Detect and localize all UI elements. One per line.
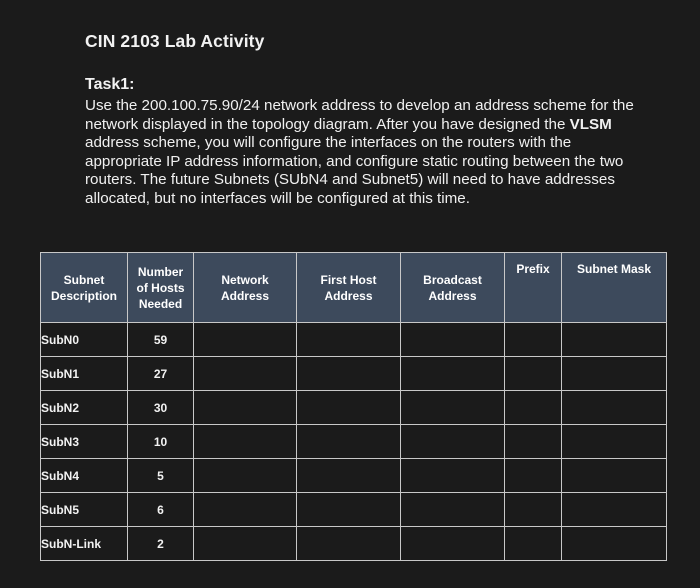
- first-host-address-cell: [297, 357, 401, 391]
- network-address-cell: [194, 493, 297, 527]
- subnet-mask-cell: [562, 323, 667, 357]
- table-row: [41, 357, 667, 391]
- first-host-address-cell: [297, 527, 401, 561]
- header-network-address: [194, 253, 297, 323]
- prefix-cell: [505, 357, 562, 391]
- network-address-cell: [194, 527, 297, 561]
- task-text-part-1: Use the 200.100.75.90/24 network address to develop an address scheme for the network displayed in the topology diagram. After you have designed the: [85, 97, 634, 133]
- subnet-mask-cell: [562, 493, 667, 527]
- hosts-needed-cell: 6: [128, 493, 194, 527]
- page-title: CIN 2103 Lab Activity: [85, 31, 265, 51]
- subnet-mask-cell: [562, 527, 667, 561]
- subnet-description-cell: SubN4: [41, 459, 128, 493]
- broadcast-address-cell: [401, 493, 505, 527]
- table-row: [41, 425, 667, 459]
- header-line: of Hosts: [136, 280, 185, 295]
- prefix-cell: [505, 323, 562, 357]
- task-text-bold: VLSM: [569, 115, 612, 133]
- network-address-cell: [194, 425, 297, 459]
- prefix-cell: [505, 527, 562, 561]
- hosts-needed-cell: 10: [128, 425, 194, 459]
- subnet-description-cell: SubN0: [41, 323, 128, 357]
- broadcast-address-cell: [401, 527, 505, 561]
- header-line: First Host: [320, 272, 377, 287]
- broadcast-address-cell: [401, 323, 505, 357]
- hosts-needed-cell: 5: [128, 459, 194, 493]
- first-host-address-cell: [297, 493, 401, 527]
- header-line: Address: [220, 288, 270, 303]
- network-address-cell: [194, 323, 297, 357]
- first-host-address-cell: [297, 391, 401, 425]
- network-address-cell: [194, 357, 297, 391]
- broadcast-address-cell: [401, 425, 505, 459]
- subnet-table: [40, 252, 667, 561]
- subnet-description-cell: SubN-Link: [41, 527, 128, 561]
- subnet-mask-cell: [562, 425, 667, 459]
- network-address-cell: [194, 459, 297, 493]
- first-host-address-cell: [297, 323, 401, 357]
- table-row: [41, 493, 667, 527]
- header-line: Network: [221, 272, 269, 287]
- first-host-address-cell: [297, 459, 401, 493]
- header-line: Description: [50, 288, 117, 303]
- prefix-cell: [505, 493, 562, 527]
- header-line: Address: [428, 288, 477, 303]
- header-subnet-description: [41, 253, 128, 323]
- header-line: Number: [137, 264, 184, 279]
- prefix-cell: [505, 425, 562, 459]
- header-hosts-needed: [128, 253, 194, 323]
- subnet-mask-cell: [562, 391, 667, 425]
- prefix-cell: [505, 391, 562, 425]
- first-host-address-cell: [297, 425, 401, 459]
- broadcast-address-cell: [401, 357, 505, 391]
- broadcast-address-cell: [401, 391, 505, 425]
- header-first-host-address: [297, 253, 401, 323]
- table-body: [41, 323, 667, 561]
- header-subnet-mask: Subnet Mask: [562, 253, 667, 323]
- table-row: [41, 527, 667, 561]
- prefix-cell: [505, 459, 562, 493]
- subnet-description-cell: SubN2: [41, 391, 128, 425]
- table-row: [41, 459, 667, 493]
- table-row: [41, 323, 667, 357]
- header-prefix: Prefix: [505, 253, 562, 323]
- header-line: Subnet: [63, 272, 105, 287]
- subnet-mask-cell: [562, 459, 667, 493]
- subnet-mask-cell: [562, 357, 667, 391]
- header-line: Address: [324, 288, 373, 303]
- subnet-description-cell: SubN1: [41, 357, 128, 391]
- network-address-cell: [194, 391, 297, 425]
- broadcast-address-cell: [401, 459, 505, 493]
- header-broadcast-address: [401, 253, 505, 323]
- header-line: Needed: [138, 296, 183, 311]
- header-line: Broadcast: [423, 272, 482, 287]
- table-header-row: [41, 253, 667, 323]
- task-text-part-2: address scheme, you will configure the interfaces on the routers with the appropriate IP address information, and configure static routing between the two routers. The future Subnets (SUbN4 and Subnet5) will need to have addresses allocated, but no interfaces will be configured at this time.: [85, 134, 624, 207]
- hosts-needed-cell: 2: [128, 527, 194, 561]
- subnet-description-cell: SubN5: [41, 493, 128, 527]
- hosts-needed-cell: 59: [128, 323, 194, 357]
- task-instructions: [85, 97, 645, 209]
- table-row: [41, 391, 667, 425]
- task-heading: Task1:: [85, 76, 135, 93]
- hosts-needed-cell: 30: [128, 391, 194, 425]
- subnet-description-cell: SubN3: [41, 425, 128, 459]
- hosts-needed-cell: 27: [128, 357, 194, 391]
